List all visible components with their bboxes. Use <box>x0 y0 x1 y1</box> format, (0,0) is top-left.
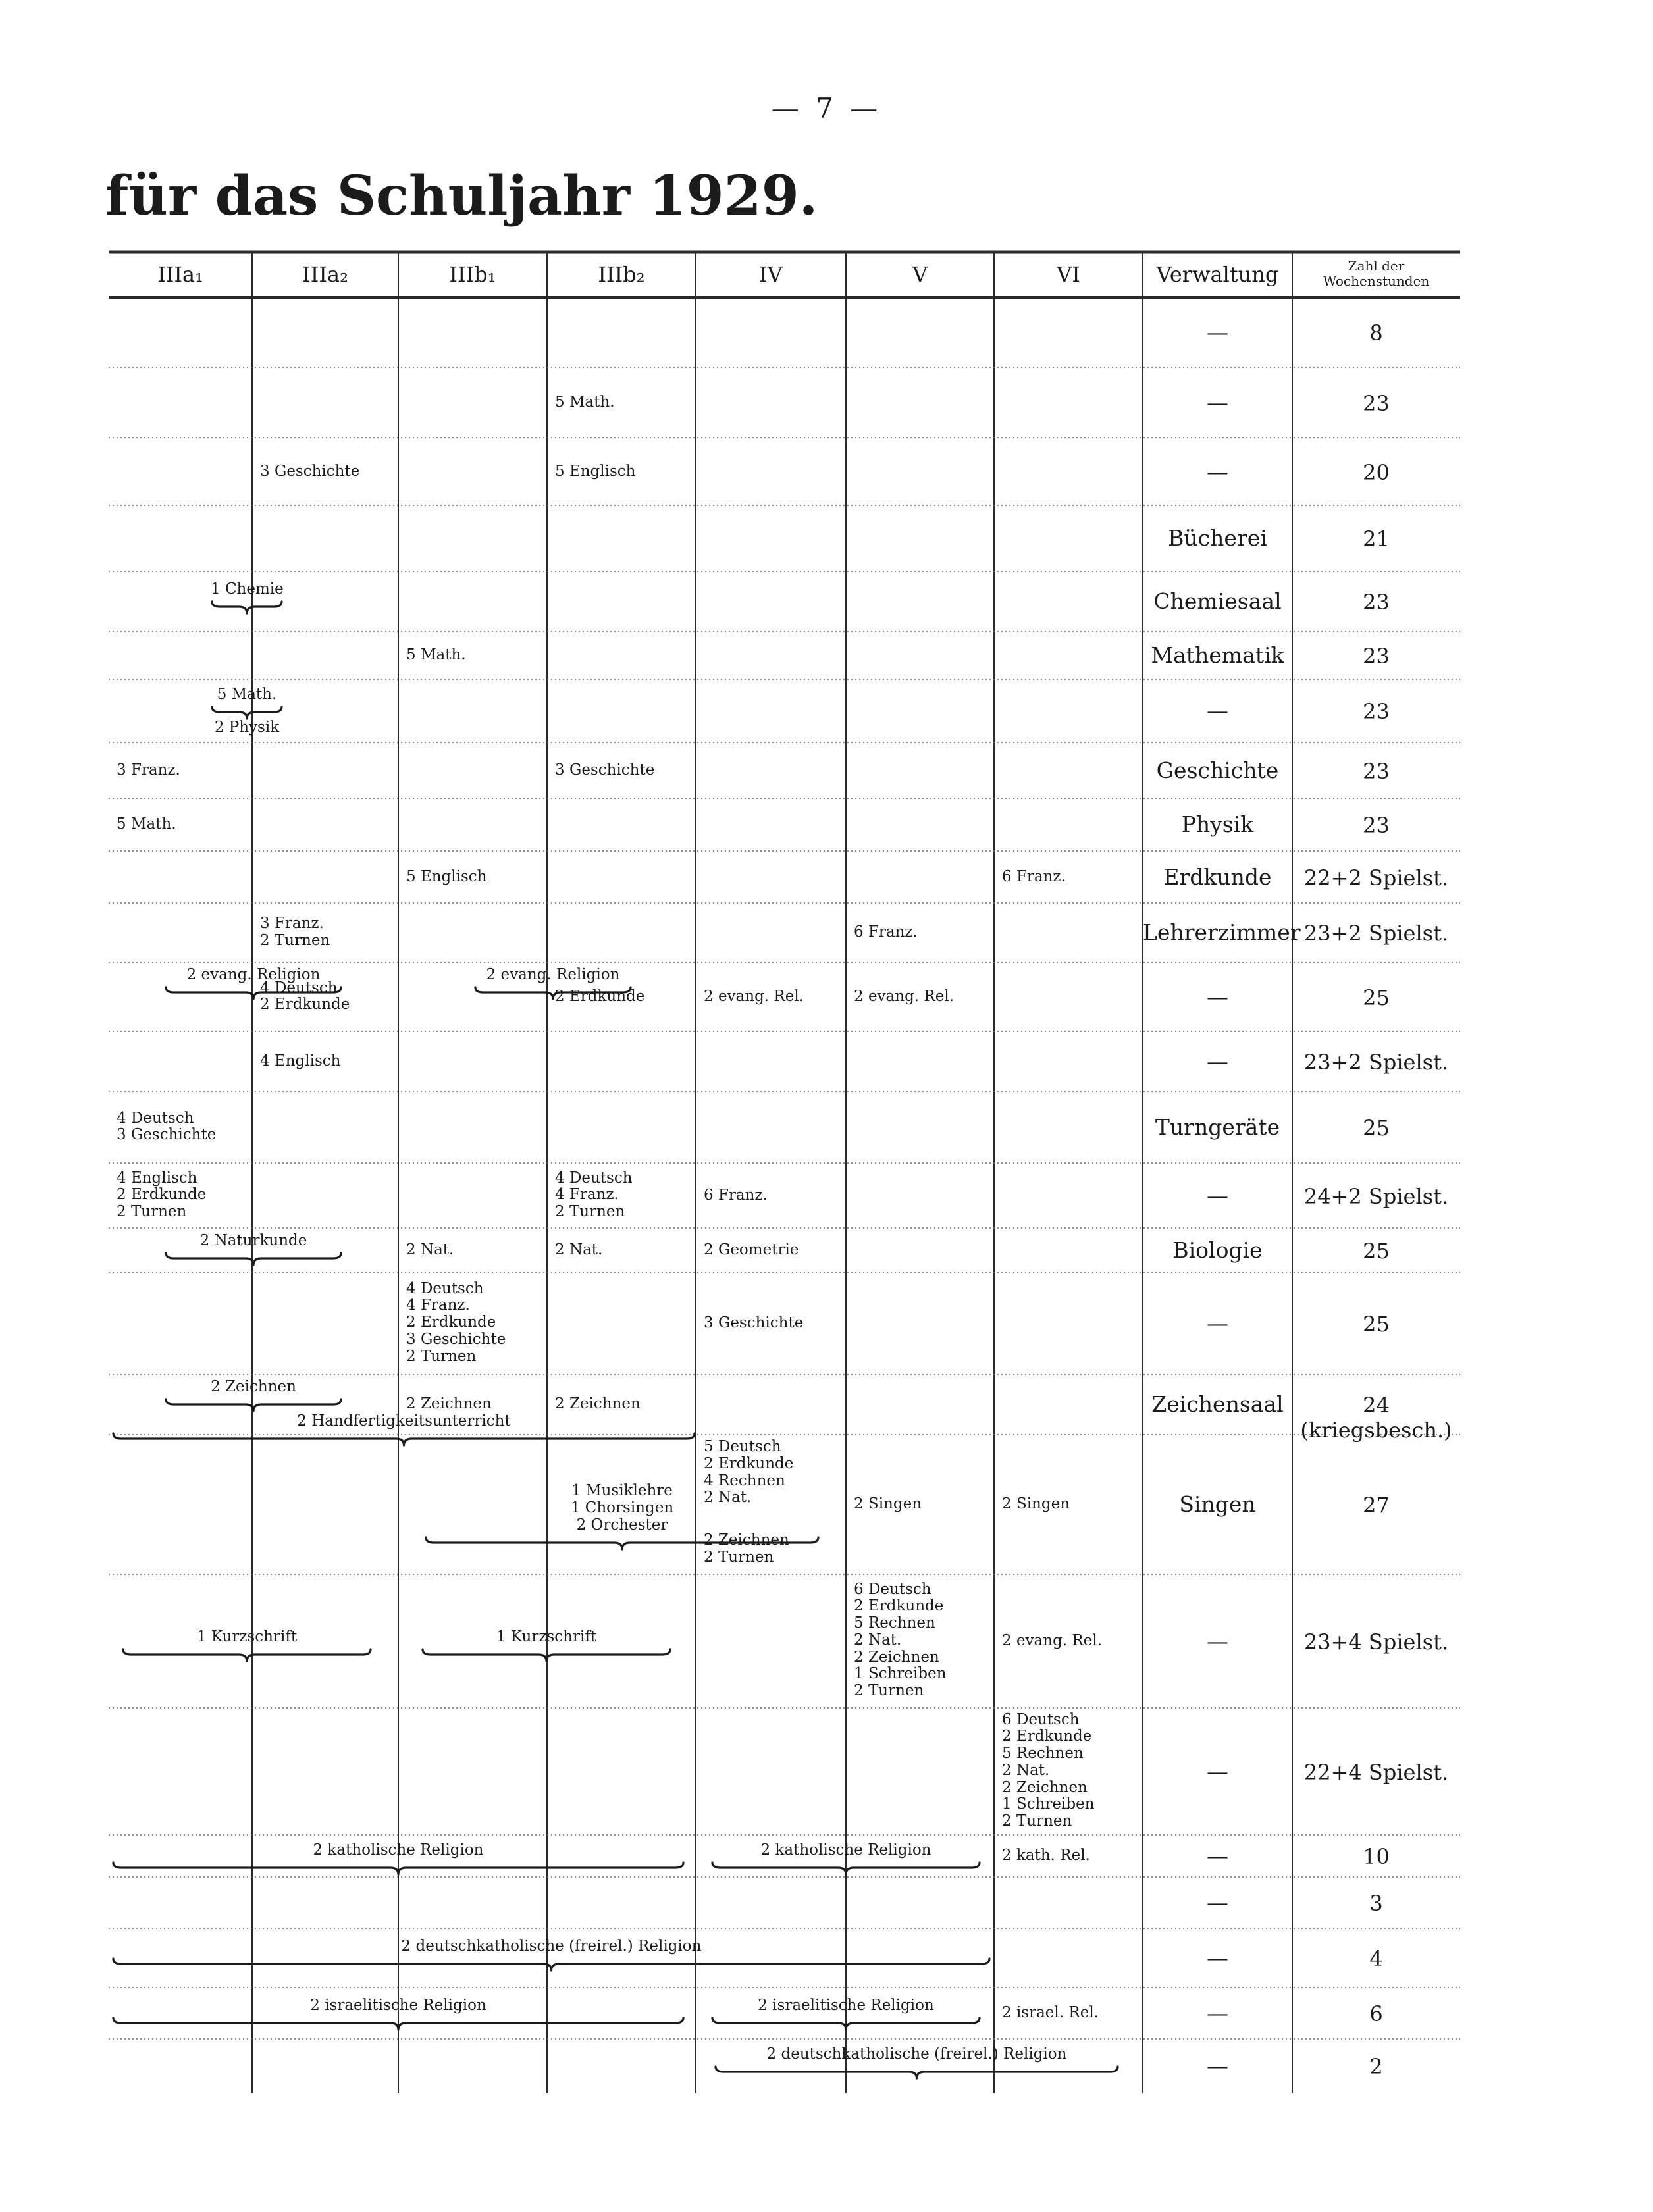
verwaltung-cell: — <box>1207 1843 1228 1868</box>
spanning-subject-label: 2 Handfertigkeitsunterricht <box>297 1412 511 1429</box>
schedule-cell: 6 Deutsch 2 Erdkunde 5 Rechnen 2 Nat. 2 Zeichnen 1 Schreiben 2 Turnen <box>1002 1710 1095 1830</box>
verwaltung-cell: Physik <box>1181 811 1254 837</box>
schedule-cell: 2 Zeichnen <box>555 1395 641 1412</box>
weekly-hours-cell: 27 <box>1363 1493 1390 1518</box>
schedule-cell: 2 Singen <box>854 1495 922 1512</box>
spanning-subject-label: 2 katholische Religion <box>313 1841 484 1859</box>
weekly-hours-cell: 23 <box>1363 813 1390 838</box>
schedule-cell: 4 Deutsch 4 Franz. 2 Turnen <box>555 1169 633 1220</box>
weekly-hours-cell: 2 <box>1369 2054 1383 2079</box>
weekly-hours-cell: 23 <box>1363 390 1390 416</box>
schedule-cell: 5 Math. <box>555 393 615 411</box>
span-brace <box>165 1252 342 1268</box>
column-header: IIIa₁ <box>157 262 203 287</box>
span-brace <box>112 1432 696 1448</box>
schedule-cell: 3 Geschichte <box>704 1314 804 1331</box>
verwaltung-cell: — <box>1207 1758 1228 1784</box>
verwaltung-cell: Biologie <box>1172 1237 1263 1263</box>
span-brace <box>112 1861 685 1877</box>
verwaltung-cell: Mathematik <box>1151 642 1284 668</box>
column-header: VI <box>1057 262 1080 287</box>
verwaltung-cell: Erdkunde <box>1163 863 1272 890</box>
verwaltung-cell: — <box>1207 698 1228 723</box>
spanning-subject-label: 2 israelitische Religion <box>758 1997 934 2014</box>
span-brace <box>122 1648 372 1664</box>
span-brace <box>165 1398 342 1414</box>
verwaltung-cell: — <box>1207 1182 1228 1208</box>
spanning-subject-label: 2 evang. Religion <box>186 966 321 983</box>
schedule-cell: 4 Deutsch 3 Geschichte <box>117 1109 217 1144</box>
verwaltung-cell: Bücherei <box>1168 525 1267 551</box>
spanning-subject-label: 1 Kurzschrift <box>196 1628 298 1645</box>
verwaltung-cell: — <box>1207 319 1228 345</box>
schedule-cell: 5 Math. <box>406 646 466 663</box>
schedule-cell: 4 Deutsch 4 Franz. 2 Erdkunde 3 Geschichte 2 Turnen <box>406 1279 506 1365</box>
schedule-cell: 5 Deutsch 2 Erdkunde 4 Rechnen 2 Nat. <box>704 1438 794 1506</box>
page-title: für das Schuljahr 1929. <box>105 165 818 228</box>
schedule-cell: 2 evang. Rel. <box>1002 1632 1103 1649</box>
verwaltung-cell: Zeichensaal <box>1151 1391 1284 1417</box>
weekly-hours-cell: 23 <box>1363 758 1390 784</box>
schedule-cell: 2 Zeichnen 2 Turnen <box>704 1531 789 1566</box>
verwaltung-cell: — <box>1207 1628 1228 1654</box>
weekly-hours-cell: 10 <box>1363 1844 1390 1869</box>
verwaltung-cell: — <box>1207 1890 1228 1915</box>
spanning-subject-label: 2 katholische Religion <box>760 1841 931 1859</box>
schedule-cell: 3 Franz. 2 Turnen <box>260 915 330 949</box>
spanning-subject-label: 2 Physik <box>214 719 280 736</box>
weekly-hours-cell: 23+2 Spielst. <box>1303 921 1449 946</box>
weekly-hours-cell: 25 <box>1363 1311 1390 1337</box>
span-brace <box>711 2017 981 2032</box>
verwaltung-cell: Lehrerzimmer <box>1143 919 1301 945</box>
column-header: V <box>912 262 928 287</box>
span-brace <box>165 986 342 1002</box>
span-brace <box>425 1536 820 1552</box>
verwaltung-cell: — <box>1207 983 1228 1010</box>
weekly-hours-cell: 23 <box>1363 699 1390 724</box>
verwaltung-cell: — <box>1207 458 1228 484</box>
verwaltung-cell: — <box>1207 1310 1228 1336</box>
weekly-hours-cell: 25 <box>1363 1238 1390 1264</box>
weekly-hours-cell: 25 <box>1363 1115 1390 1141</box>
schedule-cell: 2 evang. Rel. <box>704 987 804 1005</box>
schedule-cell: 3 Franz. <box>117 761 180 779</box>
span-brace <box>711 1861 981 1877</box>
spanning-subject-label: 2 deutschkatholische (freirel.) Religion <box>401 1938 702 1955</box>
weekly-hours-cell: 21 <box>1363 527 1390 552</box>
schedule-cell: 3 Geschichte <box>555 761 655 779</box>
span-brace <box>474 986 632 1002</box>
page-number: — 7 — <box>771 92 882 124</box>
schedule-cell: 6 Franz. <box>1002 867 1066 885</box>
weekly-hours-cell: 24+2 Spielst. <box>1303 1183 1449 1209</box>
spanning-subject-label: 5 Math. <box>217 686 277 703</box>
column-header: IIIb₁ <box>449 262 496 287</box>
column-header: Verwaltung <box>1156 262 1279 287</box>
weekly-hours-cell: 3 <box>1369 1891 1383 1916</box>
weekly-hours-cell: 4 <box>1369 1946 1383 1971</box>
column-header: Zahl der Wochenstunden <box>1323 258 1430 289</box>
weekly-hours-cell: 23 <box>1363 590 1390 615</box>
schedule-cell: 2 Nat. <box>406 1241 454 1258</box>
schedule-cell: 6 Deutsch 2 Erdkunde 5 Rechnen 2 Nat. 2 Zeichnen 1 Schreiben 2 Turnen <box>854 1580 947 1699</box>
weekly-hours-cell: 23 <box>1363 644 1390 669</box>
schedule-cell: 2 evang. Rel. <box>854 987 955 1005</box>
spanning-subject-label: 2 Zeichnen <box>211 1378 296 1395</box>
schedule-cell: 5 Englisch <box>555 462 636 480</box>
spanning-subject-label: 1 Chemie <box>211 580 284 598</box>
weekly-hours-cell: 23+2 Spielst. <box>1303 1049 1449 1075</box>
spanning-subject-label: 2 evang. Religion <box>486 966 620 983</box>
weekly-hours-cell: 22+4 Spielst. <box>1303 1759 1449 1785</box>
weekly-hours-cell: 25 <box>1363 985 1390 1010</box>
spanning-subject-label: 2 deutschkatholische (freirel.) Religion <box>766 2045 1067 2063</box>
weekly-hours-cell: 22+2 Spielst. <box>1303 865 1449 890</box>
spanning-subject-label: 1 Musiklehre 1 Chorsingen 2 Orchester <box>570 1482 674 1533</box>
schedule-cell: 3 Geschichte <box>260 462 360 480</box>
spanning-subject-label: 1 Kurzschrift <box>496 1628 597 1645</box>
verwaltung-cell: Singen <box>1179 1491 1256 1517</box>
schedule-cell: 6 Franz. <box>704 1186 768 1204</box>
schedule-cell: 2 Zeichnen <box>406 1395 492 1412</box>
column-header: IIIa₂ <box>302 262 348 287</box>
schedule-cell: 2 Erdkunde <box>555 987 645 1005</box>
schedule-cell: 5 Math. <box>117 815 176 833</box>
verwaltung-cell: — <box>1207 389 1228 415</box>
schedule-cell: 2 kath. Rel. <box>1002 1847 1090 1864</box>
verwaltung-cell: — <box>1207 1048 1228 1074</box>
spanning-subject-label: 2 israelitische Religion <box>310 1997 486 2014</box>
span-brace <box>112 1957 991 1973</box>
span-brace <box>714 2065 1119 2081</box>
column-header: IIIb₂ <box>598 262 645 287</box>
column-header: IV <box>759 262 783 287</box>
verwaltung-cell: Geschichte <box>1156 757 1279 783</box>
span-brace <box>211 600 283 616</box>
span-brace <box>421 1648 671 1664</box>
schedule-cell: 6 Franz. <box>854 923 918 940</box>
schedule-cell: 4 Englisch 2 Erdkunde 2 Turnen <box>117 1169 207 1220</box>
schedule-cell: 2 israel. Rel. <box>1002 2004 1099 2021</box>
weekly-hours-cell: 23+4 Spielst. <box>1303 1629 1449 1655</box>
schedule-cell: 2 Geometrie <box>704 1241 799 1258</box>
verwaltung-cell: Chemiesaal <box>1153 588 1282 614</box>
schedule-cell: 4 Englisch <box>260 1052 341 1069</box>
weekly-hours-cell: 20 <box>1363 459 1390 485</box>
span-brace <box>112 2017 685 2032</box>
weekly-hours-cell: 6 <box>1369 2001 1383 2026</box>
weekly-hours-cell: 8 <box>1369 321 1383 346</box>
schedule-cell: 4 Deutsch 2 Erdkunde <box>260 979 350 1014</box>
schedule-cell: 2 Nat. <box>555 1241 603 1258</box>
verwaltung-cell: — <box>1207 2053 1228 2078</box>
spanning-subject-label: 2 Naturkunde <box>199 1232 307 1249</box>
schedule-cell: 2 Singen <box>1002 1495 1070 1512</box>
schedule-cell: 5 Englisch <box>406 867 487 885</box>
verwaltung-cell: — <box>1207 2000 1228 2026</box>
verwaltung-cell: Turngeräte <box>1155 1114 1280 1140</box>
verwaltung-cell: — <box>1207 1945 1228 1970</box>
weekly-hours-cell: 24 (kriegsbesch.) <box>1300 1393 1452 1443</box>
